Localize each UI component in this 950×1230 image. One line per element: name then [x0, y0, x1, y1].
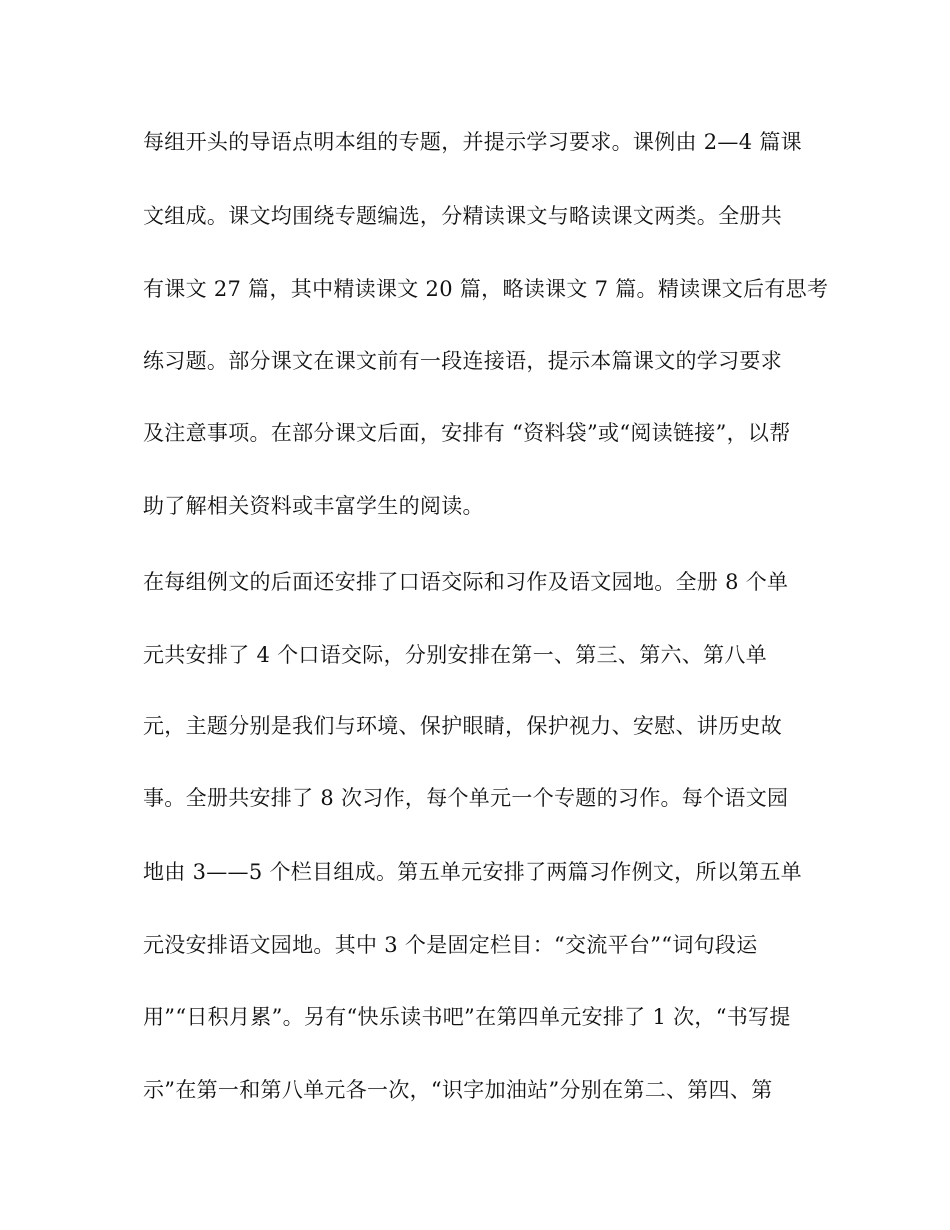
text-line: 元没安排语文园地。其中 3 个是固定栏目：“交流平台”“词句段运 — [143, 933, 758, 957]
text-line: 每组开头的导语点明本组的专题，并提示学习要求。课例由 2—4 篇课 — [143, 130, 802, 154]
text-line: 在每组例文的后面还安排了口语交际和习作及语文园地。全册 8 个单 — [143, 570, 789, 594]
text-line: 练习题。部分课文在课文前有一段连接语，提示本篇课文的学习要求 — [143, 349, 782, 373]
text-line: 助了解相关资料或丰富学生的阅读。 — [143, 494, 484, 518]
text-line: 示”在第一和第八单元各一次，“识字加油站”分别在第二、第四、第 — [143, 1078, 773, 1102]
text-line: 元，主题分别是我们与环境、保护眼睛，保护视力、安慰、讲历史故 — [143, 714, 782, 738]
text-line: 文组成。课文均围绕专题编选，分精读课文与略读课文两类。全册共 — [143, 204, 782, 228]
text-line: 地由 3——5 个栏目组成。第五单元安排了两篇习作例文，所以第五单 — [143, 860, 802, 884]
text-line: 及注意事项。在部分课文后面，安排有 “资料袋”或“阅读链接”，以帮 — [143, 421, 791, 445]
text-line: 事。全册共安排了 8 次习作，每个单元一个专题的习作。每个语文园 — [143, 786, 789, 810]
text-line: 用”“日积月累”。另有“快乐读书吧”在第四单元安排了 1 次，“书写提 — [143, 1005, 791, 1029]
text-line: 有课文 27 篇，其中精读课文 20 篇，略读课文 7 篇。精读课文后有思考 — [143, 277, 829, 301]
text-line: 元共安排了 4 个口语交际，分别安排在第一、第三、第六、第八单 — [143, 643, 768, 667]
